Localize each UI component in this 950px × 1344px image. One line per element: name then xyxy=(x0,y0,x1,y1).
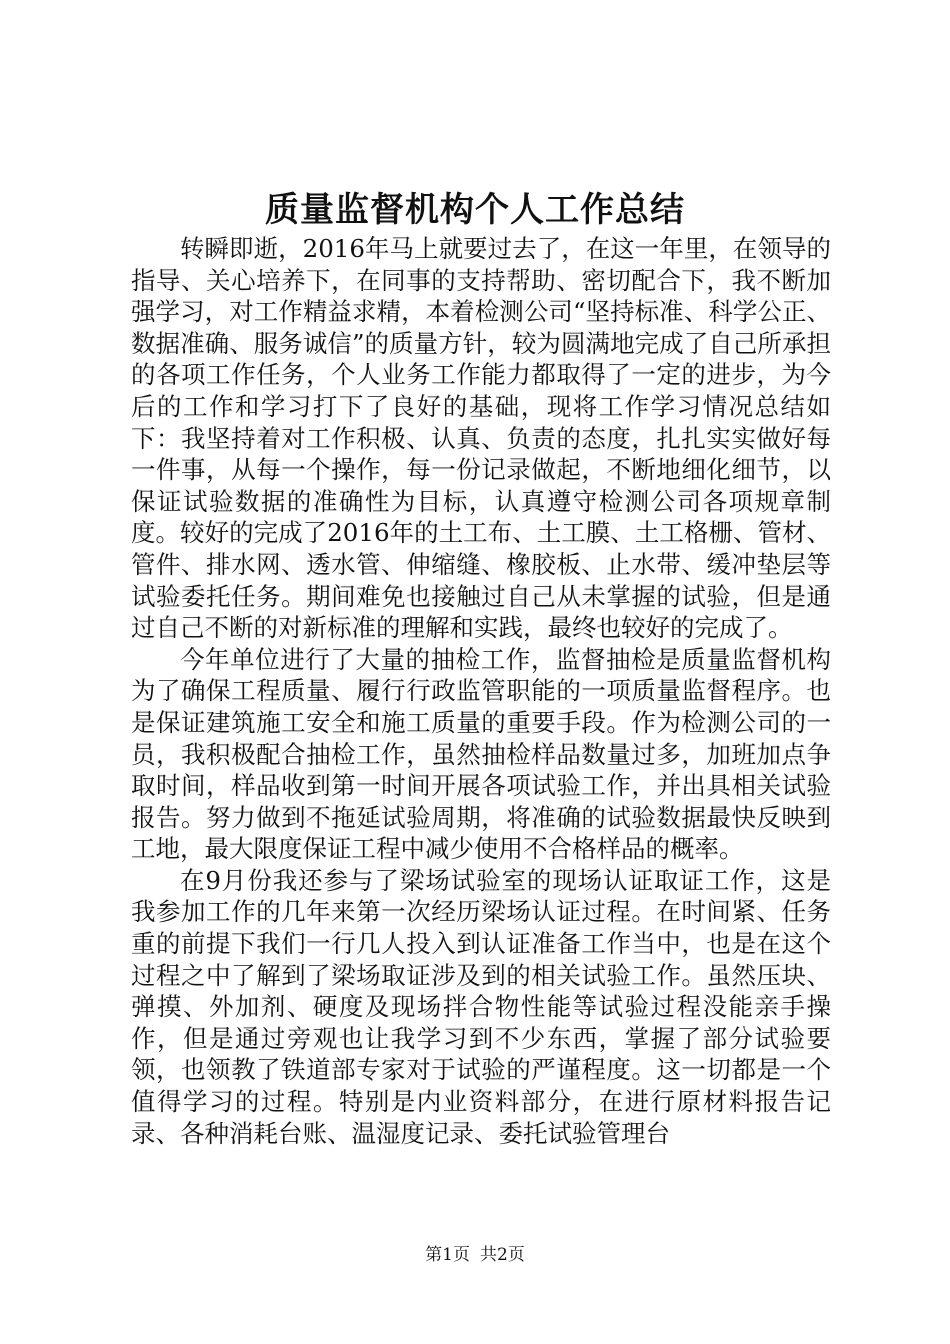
page-total: 共2页 xyxy=(480,1245,525,1265)
paragraph-2: 今年单位进行了大量的抽检工作，监督抽检是质量监督机构为了确保工程质量、履行行政监管职能的一项质量监督程序。也是保证建筑施工安全和施工质量的重要手段。作为检测公司的一员，我积极配合抽检工作，虽然抽检样品数量过多，加班加点争取时间，样品收到第一时间开展各项试验工作，并出具相关试验报告。努力做到不拖延试验周期，将准确的试验数据最快反映到工地，最大限度保证工程中减少使用不合格样品的概率。 xyxy=(131,644,831,864)
paragraph-3: 在9月份我还参与了梁场试验室的现场认证取证工作，这是我参加工作的几年来第一次经历梁场认证过程。在时间紧、任务重的前提下我们一行几人投入到认证准备工作当中，也是在这个过程之中了解到了梁场取证涉及到的相关试验工作。虽然压块、弹摸、外加剂、硬度及现场拌合物性能等试验过程没能亲手操作，但是通过旁观也让我学习到不少东西，掌握了部分试验要领，也领教了铁道部专家对于试验的严谨程度。这一切都是一个值得学习的过程。特别是内业资料部分，在进行原材料报告记录、各种消耗台账、温湿度记录、委托试验管理台 xyxy=(131,865,831,1148)
page-number: 第1页 xyxy=(425,1245,470,1265)
document-body xyxy=(131,233,831,1149)
document-title: 质量监督机构个人工作总结 xyxy=(265,190,685,230)
page-footer xyxy=(0,1244,950,1266)
paragraph-1: 转瞬即逝，2016年马上就要过去了，在这一年里，在领导的指导、关心培养下，在同事的支持帮助、密切配合下，我不断加强学习，对工作精益求精，本着检测公司“坚持标准、科学公正、数据准确、服务诚信”的质量方针，较为圆满地完成了自己所承担的各项工作任务，个人业务工作能力都取得了一定的进步，为今后的工作和学习打下了良好的基础，现将工作学习情况总结如下：我坚持着对工作积极、认真、负责的态度，扎扎实实做好每一件事，从每一个操作，每一份记录做起，不断地细化细节，以保证试验数据的准确性为目标，认真遵守检测公司各项规章制度。较好的完成了2016年的土工布、土工膜、土工格栅、管材、管件、排水网、透水管、伸缩缝、橡胶板、止水带、缓冲垫层等试验委托任务。期间难免也接触过自己从未掌握的试验，但是通过自己不断的对新标准的理解和实践，最终也较好的完成了。 xyxy=(131,234,831,643)
